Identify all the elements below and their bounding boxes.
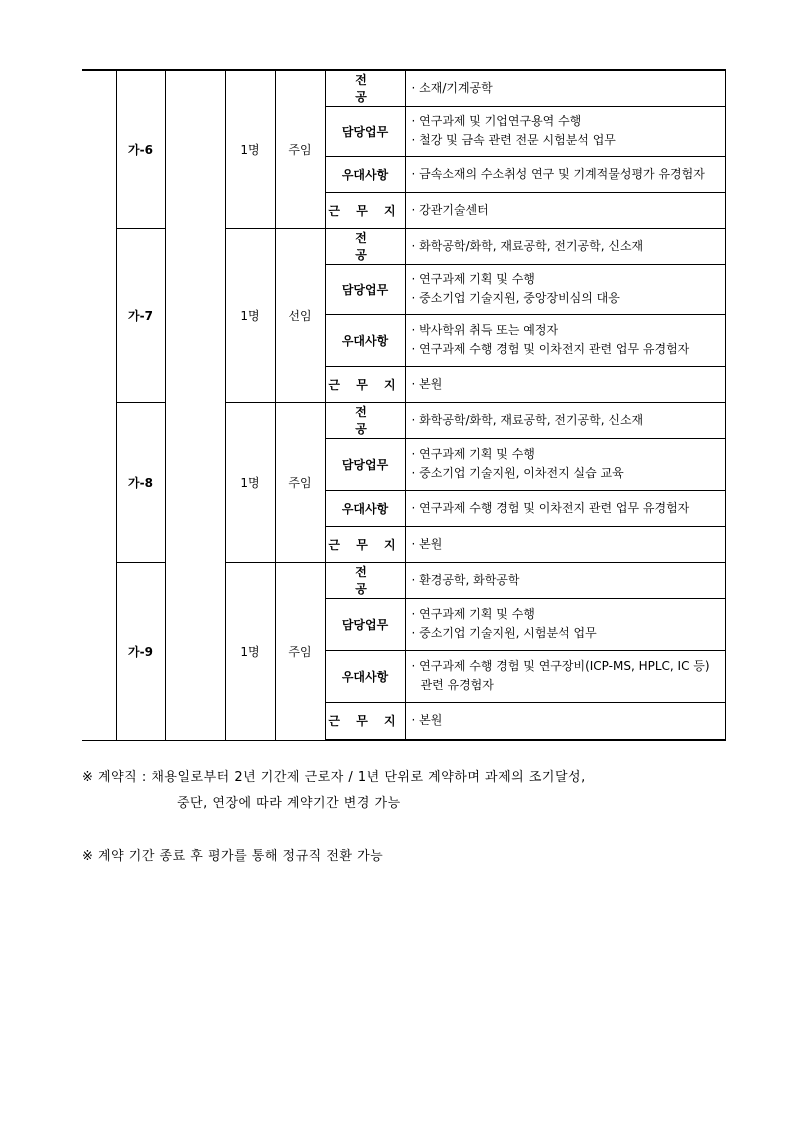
label-preferred: 우대사항 [325,650,405,702]
job-grade: 주임 [275,70,325,228]
position-code: 가-6 [116,70,165,228]
job-grade: 선임 [275,228,325,402]
job-table [82,69,726,741]
job-grade: 주임 [275,402,325,562]
empty-merged-column [165,70,225,740]
label-preferred: 우대사항 [325,490,405,526]
label-major: 전 공 [325,402,405,438]
label-major: 전 공 [325,562,405,598]
major-content: · 화학공학/화학, 재료공학, 전기공학, 신소재 [405,228,725,264]
preferred-content: · 연구과제 수행 경험 및 연구장비(ICP-MS, HPLC, IC 등) 관련 유경험자 [405,650,725,702]
label-duties: 담당업무 [325,106,405,156]
conversion-note: ※ 계약 기간 종료 후 평가를 통해 정규직 전환 가능 [82,849,384,864]
preferred-content: · 금속소재의 수소취성 연구 및 기계적물성평가 유경험자 [405,156,725,192]
label-duties: 담당업무 [325,438,405,490]
headcount: 1명 [225,562,275,740]
headcount: 1명 [225,70,275,228]
job-grade: 주임 [275,562,325,740]
row-6-major [82,70,725,106]
headcount: 1명 [225,228,275,402]
location-content: · 본원 [405,366,725,402]
contract-note-line1: ※ 계약직 : 채용일로부터 2년 기간제 근로자 / 1년 단위로 계약하며 과제의 조기달성, [82,770,586,785]
major-content: · 환경공학, 화학공학 [405,562,725,598]
position-code: 가-9 [116,562,165,740]
label-major: 전 공 [325,228,405,264]
label-location: 근 무 지 [325,702,405,740]
label-location: 근 무 지 [325,526,405,562]
duties-content: · 연구과제 기획 및 수행 · 중소기업 기술지원, 이차전지 실습 교육 [405,438,725,490]
duties-content: · 연구과제 기획 및 수행 · 중소기업 기술지원, 시험분석 업무 [405,598,725,650]
contract-note-line2: 중단, 연장에 따라 계약기간 변경 가능 [177,796,401,811]
location-content: · 본원 [405,526,725,562]
blank-column [82,70,116,740]
label-location: 근 무 지 [325,366,405,402]
label-preferred: 우대사항 [325,314,405,366]
location-content: · 강관기술센터 [405,192,725,228]
duties-content: · 연구과제 기획 및 수행 · 중소기업 기술지원, 중앙장비심의 대응 [405,264,725,314]
location-content: · 본원 [405,702,725,740]
label-preferred: 우대사항 [325,156,405,192]
position-code: 가-7 [116,228,165,402]
preferred-content: · 박사학위 취득 또는 예정자 · 연구과제 수행 경험 및 이차전지 관련 업무 유경험자 [405,314,725,366]
preferred-content: · 연구과제 수행 경험 및 이차전지 관련 업무 유경험자 [405,490,725,526]
label-duties: 담당업무 [325,264,405,314]
label-major: 전 공 [325,70,405,106]
duties-content: · 연구과제 및 기업연구용역 수행 · 철강 및 금속 관련 전문 시험분석 업무 [405,106,725,156]
label-location: 근 무 지 [325,192,405,228]
headcount: 1명 [225,402,275,562]
position-code: 가-8 [116,402,165,562]
major-content: · 화학공학/화학, 재료공학, 전기공학, 신소재 [405,402,725,438]
label-duties: 담당업무 [325,598,405,650]
major-content: · 소재/기계공학 [405,70,725,106]
